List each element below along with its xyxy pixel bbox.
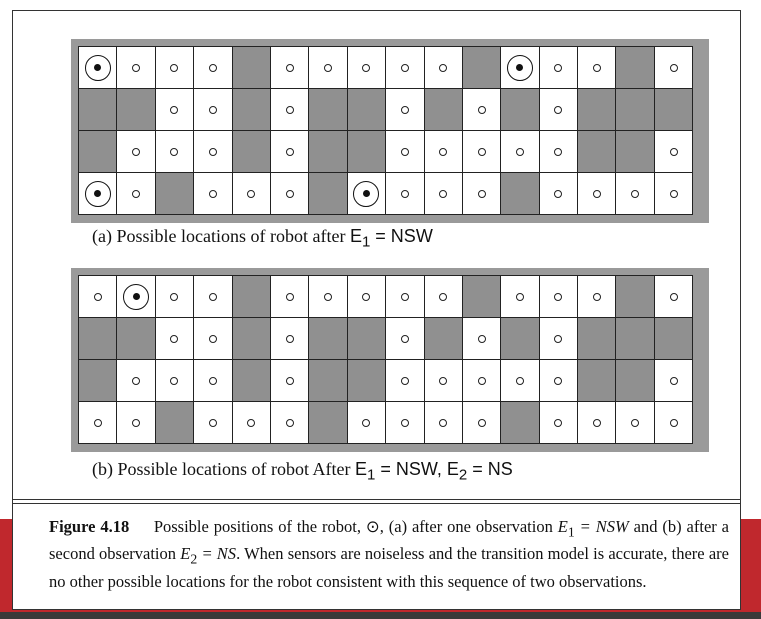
figure-e1: E [557,517,568,536]
caption-a-obs: E [349,226,362,246]
free-cell [79,276,117,318]
empty-location-icon [362,293,370,301]
wall-cell [616,89,654,131]
background-dark-strip [0,612,761,619]
free-cell [501,276,539,318]
free-cell [233,173,271,215]
free-cell [578,173,616,215]
free-cell [540,276,578,318]
caption-b-rest1: = NSW, [375,459,447,479]
empty-location-icon [670,64,678,72]
wall-cell [79,360,117,402]
free-cell [117,360,155,402]
empty-location-icon [209,64,217,72]
divider-top [13,499,740,500]
empty-location-icon [170,293,178,301]
wall-cell [501,89,539,131]
free-cell [233,402,271,444]
wall-cell [501,318,539,360]
empty-location-icon [286,377,294,385]
empty-location-icon [554,106,562,114]
free-cell [271,89,309,131]
empty-location-icon [439,64,447,72]
wall-cell [233,47,271,89]
empty-location-icon [362,419,370,427]
empty-location-icon [324,64,332,72]
free-cell [501,360,539,402]
robot-location-icon [85,181,111,207]
free-cell [540,131,578,173]
wall-cell [578,360,616,402]
wall-cell [309,89,347,131]
free-cell [386,131,424,173]
free-cell [348,276,386,318]
robot-location-icon [123,284,149,310]
empty-location-icon [478,377,486,385]
empty-location-icon [670,148,678,156]
free-cell [425,402,463,444]
wall-cell [616,360,654,402]
wall-cell [348,89,386,131]
caption-b [92,459,513,484]
empty-location-icon [209,377,217,385]
free-cell [463,402,501,444]
empty-location-icon [554,293,562,301]
free-cell [655,131,693,173]
free-cell [309,47,347,89]
caption-b-sub2: 2 [458,466,468,484]
wall-cell [309,131,347,173]
empty-location-icon [439,148,447,156]
empty-location-icon [132,64,140,72]
free-cell [540,89,578,131]
figure-text-1: Possible positions of the robot, ⊙, (a) after one observation [153,517,558,536]
empty-location-icon [132,190,140,198]
free-cell [271,276,309,318]
empty-location-icon [170,335,178,343]
free-cell [425,47,463,89]
empty-location-icon [401,148,409,156]
wall-cell [655,318,693,360]
caption-b-prefix: (b) Possible locations of robot After [92,459,355,479]
empty-location-icon [401,293,409,301]
robot-location-icon [353,181,379,207]
empty-location-icon [478,148,486,156]
free-cell [463,360,501,402]
empty-location-icon [554,335,562,343]
empty-location-icon [209,190,217,198]
free-cell [540,318,578,360]
empty-location-icon [286,64,294,72]
empty-location-icon [132,419,140,427]
wall-cell [309,402,347,444]
empty-location-icon [247,419,255,427]
wall-cell [233,276,271,318]
free-cell [156,89,194,131]
free-cell [271,173,309,215]
free-cell [117,131,155,173]
wall-cell [578,318,616,360]
figure-text-3: . When sensors are noiseless and the transition model is accurate, there are no other possible locations for the robot consistent with this sequence of two observations. [49,544,729,591]
empty-location-icon [631,419,639,427]
free-cell [79,173,117,215]
free-cell [386,276,424,318]
free-cell [194,360,232,402]
empty-location-icon [670,190,678,198]
free-cell [271,318,309,360]
wall-cell [79,318,117,360]
free-cell [271,131,309,173]
free-cell [194,47,232,89]
caption-b-sub1: 1 [366,466,376,484]
wall-cell [348,360,386,402]
wall-cell [309,360,347,402]
empty-location-icon [554,377,562,385]
empty-location-icon [439,419,447,427]
empty-location-icon [478,106,486,114]
free-cell [501,47,539,89]
free-cell [194,131,232,173]
empty-location-icon [286,148,294,156]
free-cell [156,360,194,402]
grid-b-frame [71,268,709,452]
free-cell [578,276,616,318]
free-cell [386,360,424,402]
empty-location-icon [478,190,486,198]
wall-cell [309,173,347,215]
wall-cell [156,173,194,215]
empty-location-icon [362,64,370,72]
free-cell [540,360,578,402]
empty-location-icon [209,148,217,156]
empty-location-icon [554,419,562,427]
free-cell [425,131,463,173]
empty-location-icon [209,293,217,301]
free-cell [655,402,693,444]
free-cell [348,402,386,444]
free-cell [655,276,693,318]
free-cell [309,276,347,318]
free-cell [425,173,463,215]
empty-location-icon [593,64,601,72]
empty-location-icon [132,377,140,385]
figure-e1-sub: 1 [567,524,575,540]
empty-location-icon [286,419,294,427]
divider-bottom [13,503,740,504]
free-cell [79,47,117,89]
empty-location-icon [401,377,409,385]
figure-page [12,10,741,610]
free-cell [540,402,578,444]
free-cell [386,402,424,444]
empty-location-icon [94,293,102,301]
wall-cell [79,89,117,131]
empty-location-icon [209,335,217,343]
free-cell [271,360,309,402]
grid-a-frame [71,39,709,223]
empty-location-icon [324,293,332,301]
free-cell [194,173,232,215]
free-cell [348,173,386,215]
empty-location-icon [132,148,140,156]
empty-location-icon [286,335,294,343]
wall-cell [616,47,654,89]
figure-e2-sub: 2 [190,551,198,567]
free-cell [117,276,155,318]
free-cell [194,318,232,360]
figure-e2: E [180,544,191,564]
free-cell [117,402,155,444]
wall-cell [117,318,155,360]
empty-location-icon [439,377,447,385]
wall-cell [616,276,654,318]
empty-location-icon [247,190,255,198]
caption-a-sub: 1 [361,233,371,251]
free-cell [616,173,654,215]
free-cell [501,131,539,173]
wall-cell [616,318,654,360]
wall-cell [425,318,463,360]
free-cell [540,173,578,215]
robot-location-icon [85,55,111,81]
free-cell [386,89,424,131]
wall-cell [233,360,271,402]
wall-cell [655,89,693,131]
empty-location-icon [631,190,639,198]
figure-label: Figure 4.18 [49,517,130,536]
figure-caption [49,516,729,593]
wall-cell [348,318,386,360]
free-cell [655,173,693,215]
empty-location-icon [516,377,524,385]
free-cell [156,47,194,89]
empty-location-icon [170,106,178,114]
free-cell [194,276,232,318]
empty-location-icon [286,293,294,301]
wall-cell [425,89,463,131]
caption-a-rest: = NSW [370,226,433,246]
empty-location-icon [593,190,601,198]
empty-location-icon [593,293,601,301]
free-cell [425,276,463,318]
free-cell [463,89,501,131]
wall-cell [117,89,155,131]
free-cell [463,131,501,173]
empty-location-icon [593,419,601,427]
free-cell [578,47,616,89]
free-cell [271,47,309,89]
empty-location-icon [170,64,178,72]
empty-location-icon [554,64,562,72]
wall-cell [578,89,616,131]
grid-b [78,275,693,444]
wall-cell [501,173,539,215]
figure-e1-val: = NSW [574,517,629,536]
empty-location-icon [439,190,447,198]
wall-cell [578,131,616,173]
empty-location-icon [94,419,102,427]
free-cell [386,47,424,89]
free-cell [156,131,194,173]
wall-cell [233,89,271,131]
figure-e2-val: = NS [197,544,237,564]
caption-b-rest2: = NS [467,459,513,479]
robot-location-icon [507,55,533,81]
free-cell [578,402,616,444]
empty-location-icon [401,419,409,427]
wall-cell [463,47,501,89]
free-cell [117,173,155,215]
caption-b-obs2: E [446,459,459,479]
free-cell [425,360,463,402]
wall-cell [501,402,539,444]
empty-location-icon [401,106,409,114]
free-cell [386,318,424,360]
free-cell [194,402,232,444]
free-cell [655,360,693,402]
free-cell [386,173,424,215]
wall-cell [233,131,271,173]
free-cell [616,402,654,444]
free-cell [156,276,194,318]
empty-location-icon [170,148,178,156]
empty-location-icon [401,190,409,198]
wall-cell [616,131,654,173]
empty-location-icon [209,106,217,114]
figure-text-2: and (b) after a second observation [49,517,729,564]
empty-location-icon [209,419,217,427]
free-cell [655,47,693,89]
caption-b-obs1: E [354,459,367,479]
wall-cell [463,276,501,318]
wall-cell [79,131,117,173]
empty-location-icon [478,419,486,427]
free-cell [463,318,501,360]
empty-location-icon [516,293,524,301]
empty-location-icon [554,148,562,156]
free-cell [156,318,194,360]
empty-location-icon [670,293,678,301]
empty-location-icon [401,64,409,72]
wall-cell [156,402,194,444]
free-cell [79,402,117,444]
free-cell [540,47,578,89]
empty-location-icon [670,377,678,385]
empty-location-icon [554,190,562,198]
empty-location-icon [401,335,409,343]
empty-location-icon [670,419,678,427]
caption-a-prefix: (a) Possible locations of robot after [92,226,350,246]
empty-location-icon [439,293,447,301]
free-cell [194,89,232,131]
free-cell [271,402,309,444]
free-cell [348,47,386,89]
free-cell [463,173,501,215]
empty-location-icon [170,377,178,385]
empty-location-icon [516,148,524,156]
grid-a [78,46,693,215]
empty-location-icon [286,106,294,114]
empty-location-icon [286,190,294,198]
wall-cell [348,131,386,173]
empty-location-icon [478,335,486,343]
wall-cell [233,318,271,360]
free-cell [117,47,155,89]
caption-a [92,226,433,251]
wall-cell [309,318,347,360]
